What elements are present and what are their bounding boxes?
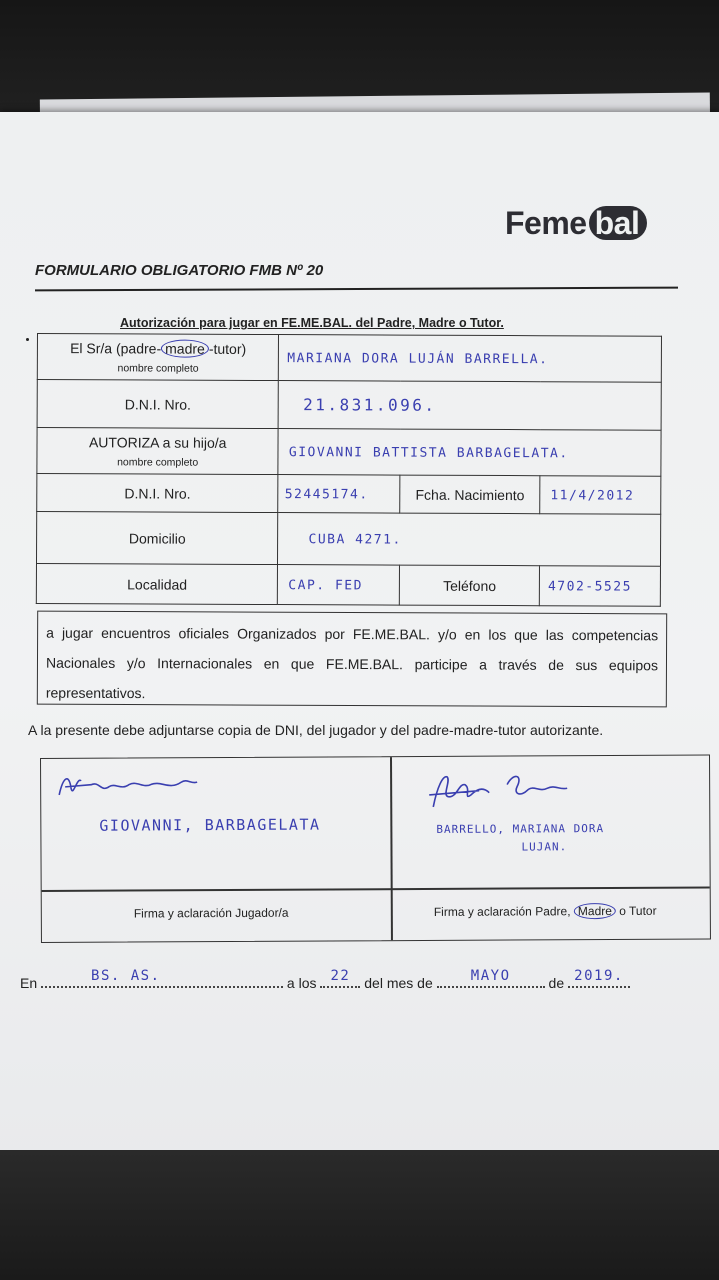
child-name-label: AUTORIZA a su hijo/a nombre completo <box>37 428 279 475</box>
guardian-dni-label: D.N.I. Nro. <box>37 380 279 429</box>
child-dni-field[interactable]: 52445174. <box>278 475 400 514</box>
guardian-signature-caption: Firma y aclaración Padre, Madre o Tutor <box>433 903 657 919</box>
authorization-paragraph: a jugar encuentros oficiales Organizados por FE.ME.BAL. y/o en los que las competencias Nacionales y/o Internacionales en que FE.ME.BAL. participe a través de sus equipos representativos. <box>37 611 667 708</box>
child-name-row <box>37 428 661 477</box>
authorization-table <box>36 333 662 607</box>
signature-caption-divider <box>42 886 710 891</box>
form-title: FORMULARIO OBLIGATORIO FMB Nº 20 <box>35 262 324 279</box>
child-name-sublabel: nombre completo <box>117 455 199 469</box>
day-field[interactable]: 22 <box>320 972 360 988</box>
child-dni-label: D.N.I. Nro. <box>37 474 279 513</box>
mes-label: del mes de <box>364 975 433 991</box>
birth-date-label: Fcha. Nacimiento <box>400 475 540 514</box>
telefono-field[interactable]: 4702-5525 <box>539 566 660 607</box>
year-field[interactable]: 2019. <box>568 972 630 988</box>
guardian-signature <box>419 766 599 815</box>
child-dni-row <box>37 474 661 515</box>
player-signature-caption: Firma y aclaración Jugador/a <box>133 905 289 921</box>
guardian-clarification-line1: BARRELLO, MARIANA DORA <box>436 822 605 836</box>
authorization-title: Autorización para jugar en FE.ME.BAL. del Padre, Madre o Tutor. <box>120 316 504 330</box>
guardian-name-field[interactable]: MARIANA DORA LUJÁN BARRELLA. <box>279 335 662 383</box>
guardian-dni-field[interactable]: 21.831.096. <box>279 381 662 431</box>
femebal-logo: Feme bal <box>505 205 647 242</box>
margin-mark <box>26 338 29 341</box>
signature-column-divider <box>390 757 392 940</box>
guardian-clarification-line2: LUJAN. <box>521 840 568 854</box>
guardian-dni-row <box>37 380 661 431</box>
signature-box <box>40 754 711 943</box>
attachment-note: A la presente debe adjuntarse copia de DNI, del jugador y del padre-madre-tutor autorizante. <box>28 722 604 738</box>
localidad-field[interactable]: CAP. FED <box>278 565 400 606</box>
background-bottom <box>0 1150 719 1280</box>
guardian-name-row <box>37 334 661 383</box>
guardian-name-label: El Sr/a (padre- madre -tutor) nombre completo <box>37 334 279 381</box>
place-date-line <box>20 968 630 991</box>
en-label: En <box>20 975 38 991</box>
localidad-row <box>36 564 660 607</box>
player-signature <box>51 766 231 807</box>
place-field[interactable]: BS. AS. <box>41 972 283 988</box>
guardian-name-sublabel: nombre completo <box>117 361 199 375</box>
localidad-label: Localidad <box>36 564 278 605</box>
telefono-label: Teléfono <box>400 565 540 606</box>
de-label: de <box>548 975 565 991</box>
domicilio-row <box>36 512 660 567</box>
domicilio-field[interactable]: CUBA 4271. <box>278 513 661 567</box>
month-field[interactable]: MAYO <box>437 972 545 988</box>
a-los-label: a los <box>286 975 317 991</box>
child-name-field[interactable]: GIOVANNI BATTISTA BARBAGELATA. <box>278 429 661 477</box>
domicilio-label: Domicilio <box>36 512 278 565</box>
birth-date-field[interactable]: 11/4/2012 <box>540 476 661 515</box>
player-clarification: GIOVANNI, BARBAGELATA <box>99 815 321 835</box>
